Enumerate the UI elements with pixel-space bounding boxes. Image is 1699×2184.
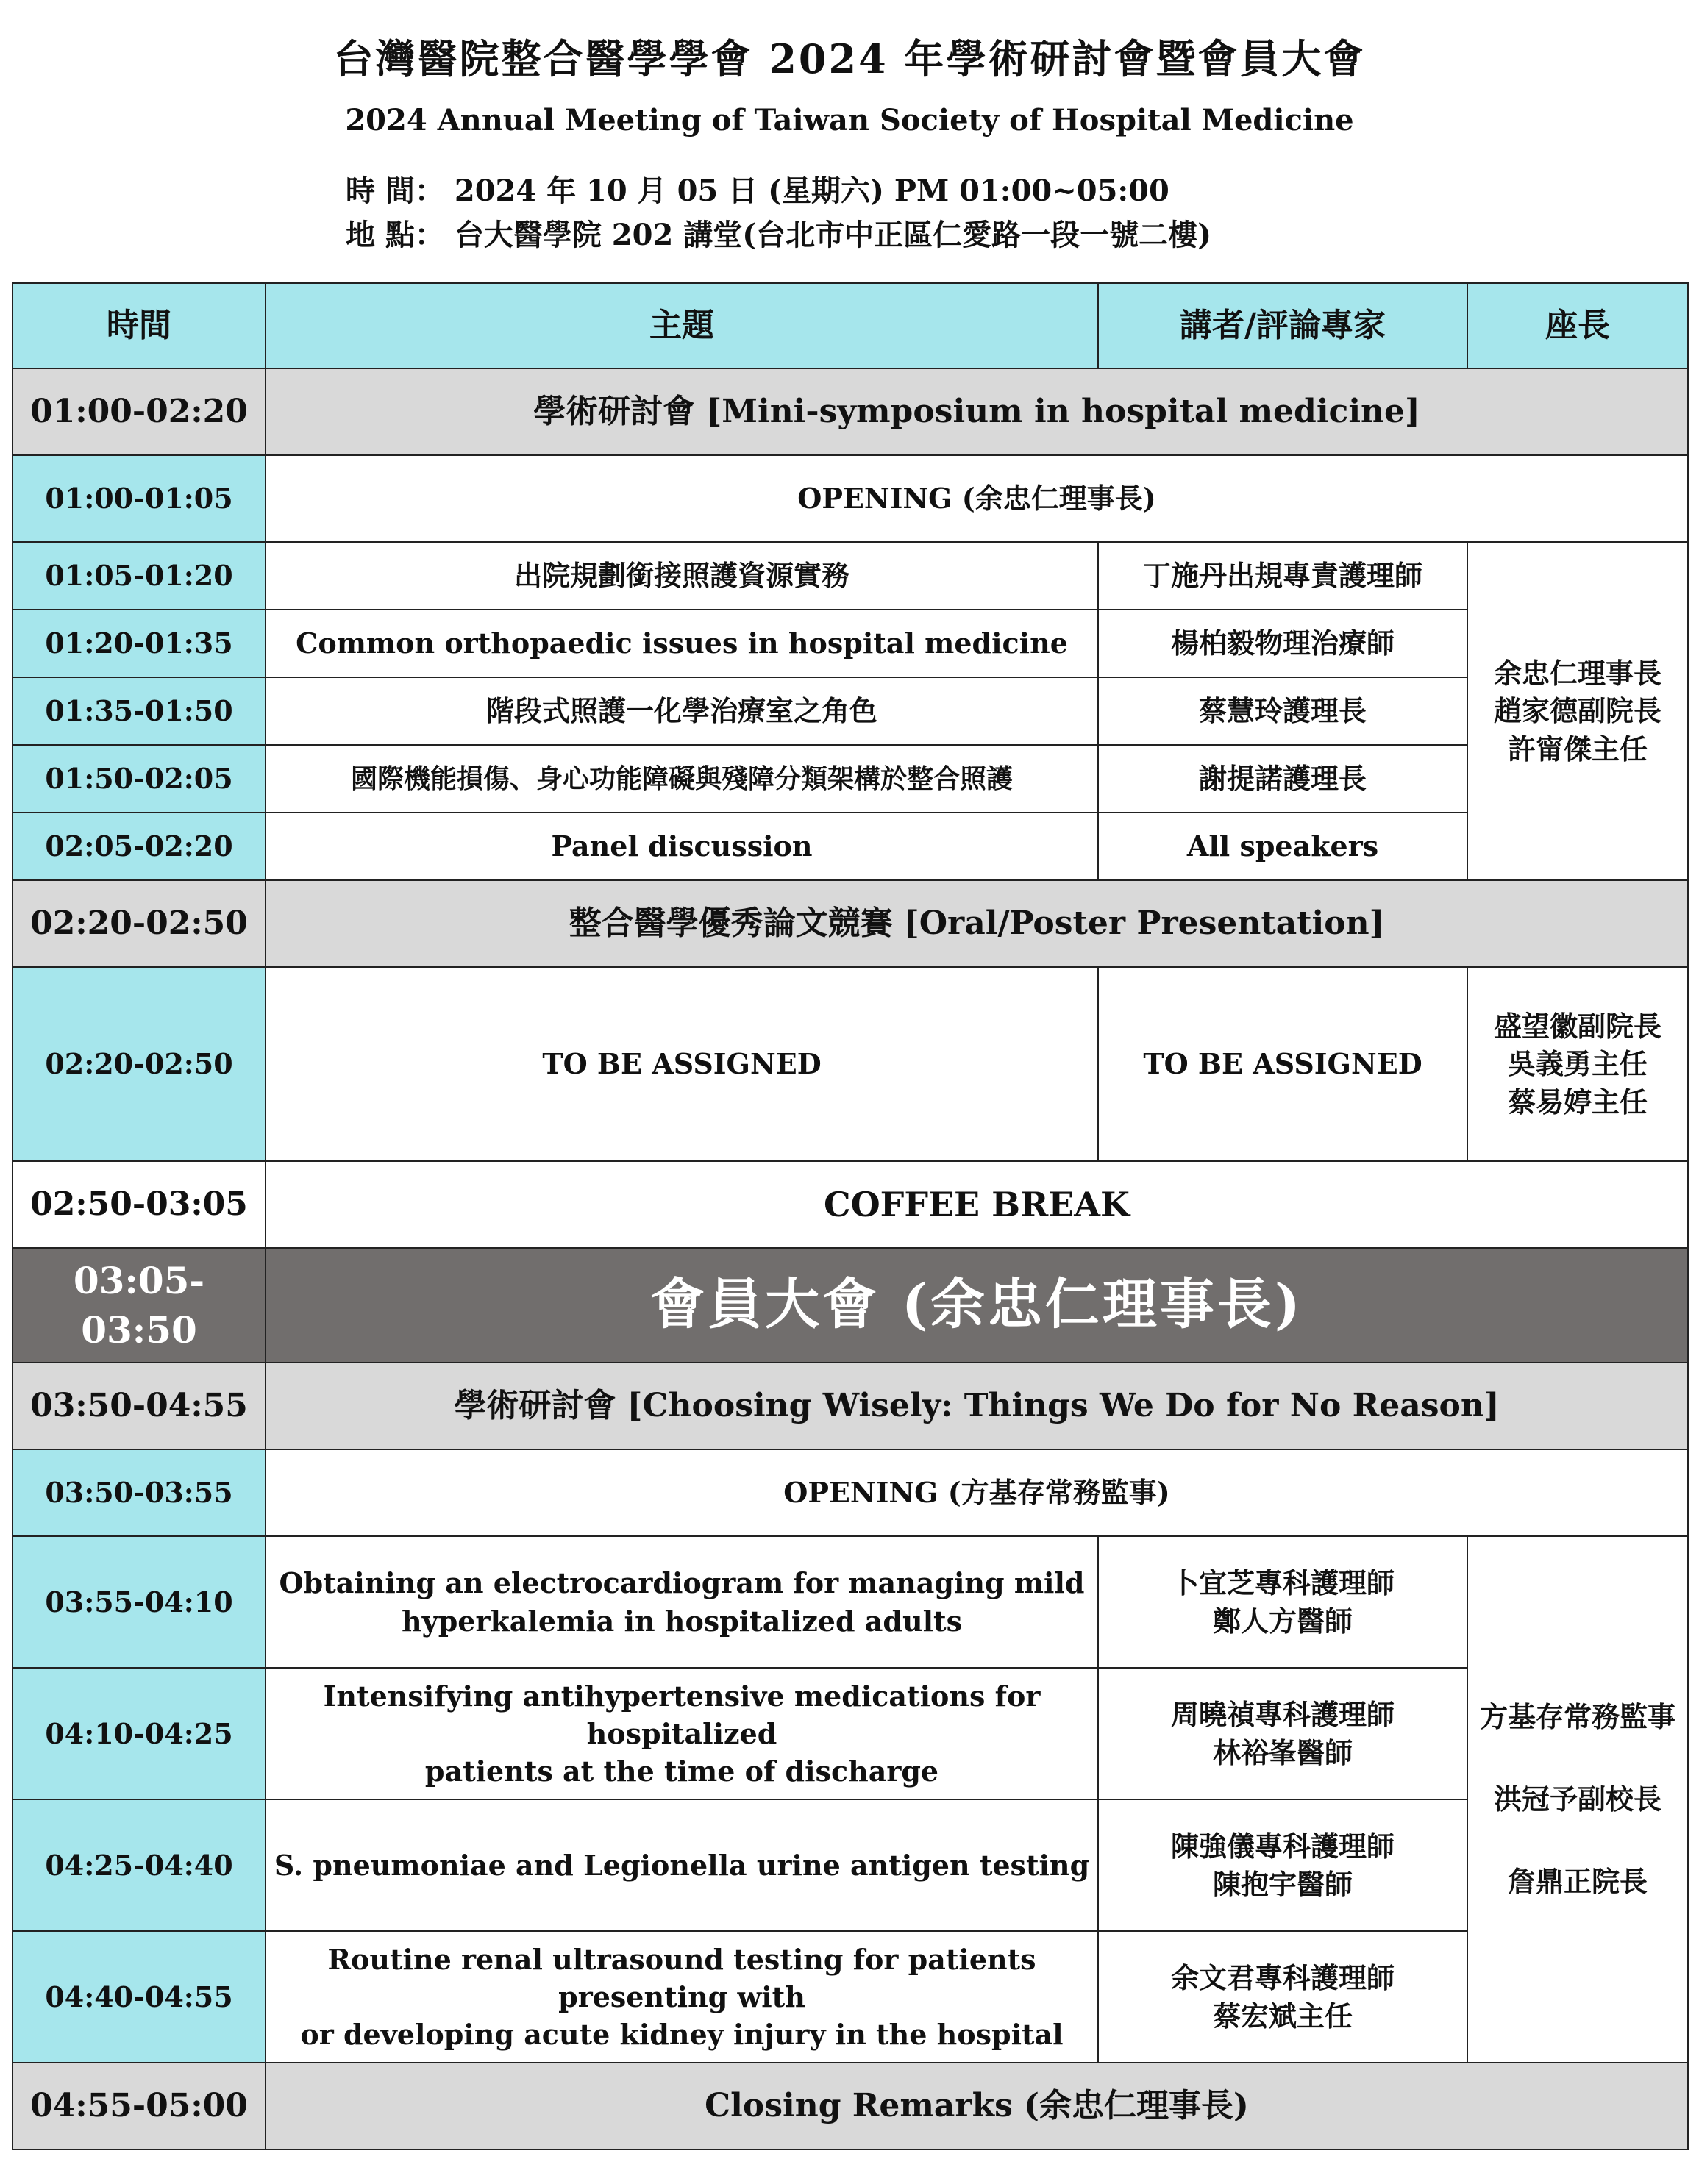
- speaker-name: 卜宜芝專科護理師: [1170, 1566, 1395, 1600]
- chair-name: 洪冠予副校長: [1493, 1782, 1661, 1816]
- closing-time: 04:55-05:00: [13, 2063, 266, 2149]
- agenda-table: [12, 282, 1689, 2150]
- place-value: 台大醫學院 202 講堂(台北市中正區仁愛路一段一號二樓): [454, 218, 1212, 252]
- page-header: [0, 0, 1699, 283]
- chair-name: 許甯傑主任: [1507, 732, 1648, 766]
- topic-line: hyperkalemia in hospitalized adults: [401, 1604, 962, 1638]
- opening-row: [13, 455, 1688, 542]
- opening-text: OPENING (余忠仁理事長): [266, 455, 1688, 542]
- time-label: 時 間：: [346, 174, 444, 208]
- col-header-speaker: 講者/評論專家: [1098, 283, 1467, 368]
- row-topic: 出院規劃銜接照護資源實務: [266, 542, 1098, 610]
- row-speaker: [1098, 1668, 1467, 1799]
- closing-row: [13, 2063, 1688, 2149]
- event-place-line: [346, 212, 1211, 254]
- table-row: [13, 677, 1688, 745]
- chair-name: 蔡易婷主任: [1507, 1085, 1648, 1118]
- opening-row: [13, 1449, 1688, 1536]
- speaker-name: 蔡宏斌主任: [1212, 1999, 1353, 2033]
- closing-title: Closing Remarks (余忠仁理事長): [266, 2063, 1688, 2149]
- row-speaker: [1098, 1536, 1467, 1668]
- speaker-name: 鄭人方醫師: [1212, 1604, 1353, 1638]
- row-time: 03:55-04:10: [13, 1536, 266, 1668]
- col-header-topic: 主題: [266, 283, 1098, 368]
- speaker-name: 林裕峯醫師: [1212, 1735, 1353, 1769]
- general-assembly-time: 03:05-03:50: [13, 1248, 266, 1363]
- section-row: [13, 1363, 1688, 1449]
- row-time: 01:35-01:50: [13, 677, 266, 745]
- coffee-break-time: 02:50-03:05: [13, 1161, 266, 1248]
- topic-line: Intensifying antihypertensive medications for hospitalized: [323, 1679, 1041, 1750]
- table-row: [13, 1931, 1688, 2063]
- row-speaker: [1098, 1931, 1467, 2063]
- row-topic: S. pneumoniae and Legionella urine antigen testing: [266, 1799, 1098, 1931]
- section-title: 整合醫學優秀論文競賽 [Oral/Poster Presentation]: [266, 880, 1688, 967]
- row-time: 02:20-02:50: [13, 967, 266, 1161]
- row-time: 01:50-02:05: [13, 745, 266, 813]
- row-time: 01:20-01:35: [13, 610, 266, 677]
- row-topic: [266, 1668, 1098, 1799]
- time-value: 2024 年 10 月 05 日 (星期六) PM 01:00~05:00: [454, 174, 1169, 208]
- chair-name: 余忠仁理事長: [1493, 657, 1661, 690]
- title-chinese: 台灣醫院整合醫學學會 2024 年學術研討會暨會員大會: [333, 35, 1366, 82]
- row-speaker: All speakers: [1098, 813, 1467, 880]
- chair-name: 方基存常務監事: [1479, 1699, 1675, 1733]
- chairs-cell: [1467, 542, 1688, 880]
- coffee-break-row: [13, 1161, 1688, 1248]
- chair-name: 吳義勇主任: [1507, 1047, 1648, 1081]
- general-assembly-title: 會員大會 (余忠仁理事長): [266, 1248, 1688, 1363]
- row-topic: 階段式照護一化學治療室之角色: [266, 677, 1098, 745]
- speaker-name: 陳強儀專科護理師: [1170, 1830, 1395, 1863]
- row-speaker: 楊柏毅物理治療師: [1098, 610, 1467, 677]
- table-row: [13, 745, 1688, 813]
- table-row: [13, 542, 1688, 610]
- title-english: 2024 Annual Meeting of Taiwan Society of Hospital Medicine: [345, 103, 1354, 138]
- row-topic: [266, 1931, 1098, 2063]
- col-header-chair: 座長: [1467, 283, 1688, 368]
- table-row: [13, 967, 1688, 1161]
- section-title: 學術研討會 [Mini-symposium in hospital medicine]: [266, 368, 1688, 455]
- topic-line: Routine renal ultrasound testing for patients presenting with: [327, 1942, 1036, 2013]
- chair-name: 趙家德副院長: [1493, 694, 1661, 728]
- topic-line: patients at the time of discharge: [424, 1755, 939, 1788]
- row-time: 04:10-04:25: [13, 1668, 266, 1799]
- table-row: [13, 813, 1688, 880]
- topic-line: Obtaining an electrocardiogram for managing mild: [279, 1566, 1085, 1600]
- row-topic: Common orthopaedic issues in hospital medicine: [266, 610, 1098, 677]
- row-time: 04:25-04:40: [13, 1799, 266, 1931]
- speaker-name: 周曉禎專科護理師: [1170, 1698, 1395, 1732]
- chair-name: 盛望徽副院長: [1493, 1010, 1661, 1043]
- row-time: 01:05-01:20: [13, 542, 266, 610]
- table-row: [13, 610, 1688, 677]
- speaker-name: 陳抱宇醫師: [1212, 1867, 1353, 1901]
- section-title: 學術研討會 [Choosing Wisely: Things We Do for No Reason]: [266, 1363, 1688, 1449]
- row-time: 04:40-04:55: [13, 1931, 266, 2063]
- chairs-cell: [1467, 967, 1688, 1161]
- row-speaker: [1098, 1799, 1467, 1931]
- row-speaker: 丁施丹出規專責護理師: [1098, 542, 1467, 610]
- chair-name: 詹鼎正院長: [1507, 1865, 1648, 1899]
- row-time: 03:50-03:55: [13, 1449, 266, 1536]
- place-label: 地 點：: [346, 218, 444, 252]
- table-row: [13, 1668, 1688, 1799]
- section-time: 01:00-02:20: [13, 368, 266, 455]
- row-speaker: TO BE ASSIGNED: [1098, 967, 1467, 1161]
- row-time: 01:00-01:05: [13, 455, 266, 542]
- col-header-time: 時間: [13, 283, 266, 368]
- section-row: [13, 880, 1688, 967]
- row-topic: 國際機能損傷、身心功能障礙與殘障分類架構於整合照護: [266, 745, 1098, 813]
- chairs-cell: [1467, 1536, 1688, 2063]
- speaker-name: 余文君專科護理師: [1170, 1961, 1395, 1995]
- row-speaker: 謝提諾護理長: [1098, 745, 1467, 813]
- topic-line: or developing acute kidney injury in the hospital: [300, 2018, 1064, 2052]
- table-row: [13, 1536, 1688, 1668]
- row-topic: TO BE ASSIGNED: [266, 967, 1098, 1161]
- table-row: [13, 1799, 1688, 1931]
- coffee-break-title: COFFEE BREAK: [266, 1161, 1688, 1248]
- event-time-line: [346, 168, 1169, 210]
- general-assembly-row: [13, 1248, 1688, 1363]
- section-row: [13, 368, 1688, 455]
- row-time: 02:05-02:20: [13, 813, 266, 880]
- row-topic: Panel discussion: [266, 813, 1098, 880]
- row-topic: [266, 1536, 1098, 1668]
- opening-text: OPENING (方基存常務監事): [266, 1449, 1688, 1536]
- section-time: 03:50-04:55: [13, 1363, 266, 1449]
- column-header-row: [13, 283, 1688, 368]
- row-speaker: 蔡慧玲護理長: [1098, 677, 1467, 745]
- section-time: 02:20-02:50: [13, 880, 266, 967]
